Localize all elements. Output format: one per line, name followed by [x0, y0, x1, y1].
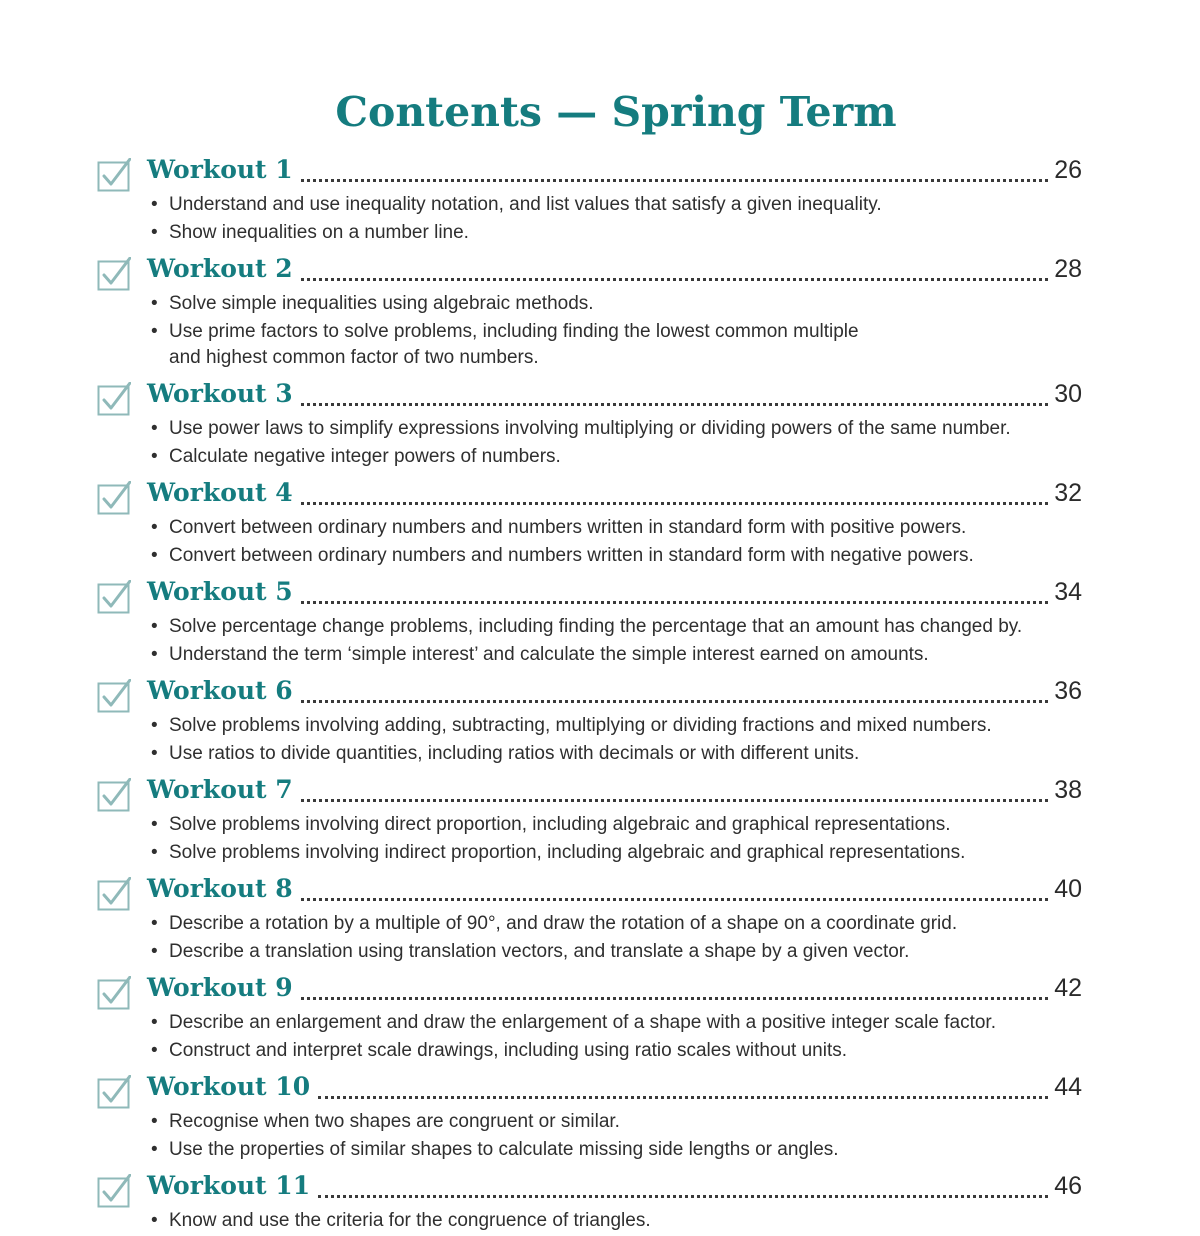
page-number[interactable]: 40	[1054, 875, 1082, 903]
checkbox-tick-icon[interactable]	[97, 580, 131, 614]
workout-title[interactable]: Workout 6	[147, 676, 293, 705]
objective-item: • Understand the term ‘simple interest’ and calculate the simple interest earned on amounts.	[150, 642, 1110, 668]
objective-list	[150, 812, 1110, 868]
page-number[interactable]: 32	[1054, 479, 1082, 507]
workout-title[interactable]: Workout 1	[147, 155, 293, 184]
checkbox-tick-icon[interactable]	[97, 877, 131, 911]
dot-leader	[301, 993, 1048, 1000]
objective-item: • Convert between ordinary numbers and numbers written in standard form with positive powers.	[150, 515, 1110, 541]
dot-leader	[318, 1191, 1048, 1198]
workout-title[interactable]: Workout 11	[147, 1171, 311, 1200]
contents-entry-heading[interactable]	[147, 1072, 1082, 1108]
objective-list	[150, 416, 1110, 472]
dot-leader	[301, 399, 1048, 406]
page-number[interactable]: 34	[1054, 578, 1082, 606]
dot-leader	[301, 597, 1048, 604]
page-number[interactable]: 30	[1054, 380, 1082, 408]
objective-item: • Recognise when two shapes are congruent or similar.	[150, 1109, 1110, 1135]
contents-entry-heading[interactable]	[147, 478, 1082, 514]
workout-title[interactable]: Workout 5	[147, 577, 293, 606]
contents-entry-heading[interactable]	[147, 775, 1082, 811]
objective-item: • Solve percentage change problems, including finding the percentage that an amount has changed by.	[150, 614, 1110, 640]
page-number[interactable]: 28	[1054, 255, 1082, 283]
checkbox-tick-icon[interactable]	[97, 158, 131, 192]
workout-title[interactable]: Workout 2	[147, 254, 293, 283]
objective-list	[150, 1208, 1110, 1236]
objective-item: • Describe a translation using translation vectors, and translate a shape by a given vector.	[150, 939, 1110, 965]
objective-item: • Construct and interpret scale drawings, including using ratio scales without units.	[150, 1038, 1110, 1064]
dot-leader	[301, 795, 1048, 802]
objective-item: • Solve simple inequalities using algebraic methods.	[150, 291, 1110, 317]
objective-list	[150, 291, 1110, 373]
contents-entry-heading[interactable]	[147, 676, 1082, 712]
page-number[interactable]: 44	[1054, 1073, 1082, 1101]
checkbox-tick-icon[interactable]	[97, 382, 131, 416]
objective-item: • Use prime factors to solve problems, including finding the lowest common multiple and highest common factor of two numbers.	[150, 319, 1110, 371]
page-number[interactable]: 46	[1054, 1172, 1082, 1200]
dot-leader	[301, 696, 1048, 703]
workout-title[interactable]: Workout 7	[147, 775, 293, 804]
checkbox-tick-icon[interactable]	[97, 679, 131, 713]
page-number[interactable]: 26	[1054, 156, 1082, 184]
dot-leader	[301, 175, 1048, 182]
workout-title[interactable]: Workout 4	[147, 478, 293, 507]
objective-item: • Know and use the criteria for the congruence of triangles.	[150, 1208, 1110, 1234]
objective-list	[150, 1109, 1110, 1165]
objective-item: • Solve problems involving indirect proportion, including algebraic and graphical representations.	[150, 840, 1110, 866]
objective-list	[150, 713, 1110, 769]
contents-entry-heading[interactable]	[147, 874, 1082, 910]
objective-item: • Use the properties of similar shapes to calculate missing side lengths or angles.	[150, 1137, 1110, 1163]
objective-list	[150, 1010, 1110, 1066]
objective-item: • Calculate negative integer powers of numbers.	[150, 444, 1110, 470]
page-title: Contents — Spring Term	[335, 88, 897, 136]
dot-leader	[318, 1092, 1048, 1099]
objective-list	[150, 192, 1110, 248]
checkbox-tick-icon[interactable]	[97, 778, 131, 812]
checkbox-tick-icon[interactable]	[97, 481, 131, 515]
dot-leader	[301, 894, 1048, 901]
contents-entry-heading[interactable]	[147, 577, 1082, 613]
objective-list	[150, 515, 1110, 571]
objective-item: • Use power laws to simplify expressions involving multiplying or dividing powers of the same number.	[150, 416, 1110, 442]
objective-item: • Describe an enlargement and draw the enlargement of a shape with a positive integer scale factor.	[150, 1010, 1110, 1036]
contents-entry-heading[interactable]	[147, 379, 1082, 415]
objective-item: • Understand and use inequality notation, and list values that satisfy a given inequality.	[150, 192, 1110, 218]
objective-list	[150, 614, 1110, 670]
workout-title[interactable]: Workout 10	[147, 1072, 311, 1101]
page-number[interactable]: 36	[1054, 677, 1082, 705]
contents-entry-heading[interactable]	[147, 254, 1082, 290]
page-number[interactable]: 42	[1054, 974, 1082, 1002]
checkbox-tick-icon[interactable]	[97, 976, 131, 1010]
contents-entry-heading[interactable]	[147, 973, 1082, 1009]
workout-title[interactable]: Workout 3	[147, 379, 293, 408]
dot-leader	[301, 498, 1048, 505]
objective-item: • Use ratios to divide quantities, including ratios with decimals or with different units.	[150, 741, 1110, 767]
objective-item: • Convert between ordinary numbers and numbers written in standard form with negative powers.	[150, 543, 1110, 569]
objective-item: • Solve problems involving adding, subtracting, multiplying or dividing fractions and mixed numbers.	[150, 713, 1110, 739]
page-number[interactable]: 38	[1054, 776, 1082, 804]
dot-leader	[301, 274, 1048, 281]
workout-title[interactable]: Workout 9	[147, 973, 293, 1002]
checkbox-tick-icon[interactable]	[97, 257, 131, 291]
contents-entry-heading[interactable]	[147, 1171, 1082, 1207]
objective-item: • Solve problems involving direct proportion, including algebraic and graphical representations.	[150, 812, 1110, 838]
objective-item: • Show inequalities on a number line.	[150, 220, 1110, 246]
checkbox-tick-icon[interactable]	[97, 1174, 131, 1208]
objective-list	[150, 911, 1110, 967]
workout-title[interactable]: Workout 8	[147, 874, 293, 903]
objective-item: • Describe a rotation by a multiple of 90°, and draw the rotation of a shape on a coordinate grid.	[150, 911, 1110, 937]
contents-entry-heading[interactable]	[147, 155, 1082, 191]
checkbox-tick-icon[interactable]	[97, 1075, 131, 1109]
